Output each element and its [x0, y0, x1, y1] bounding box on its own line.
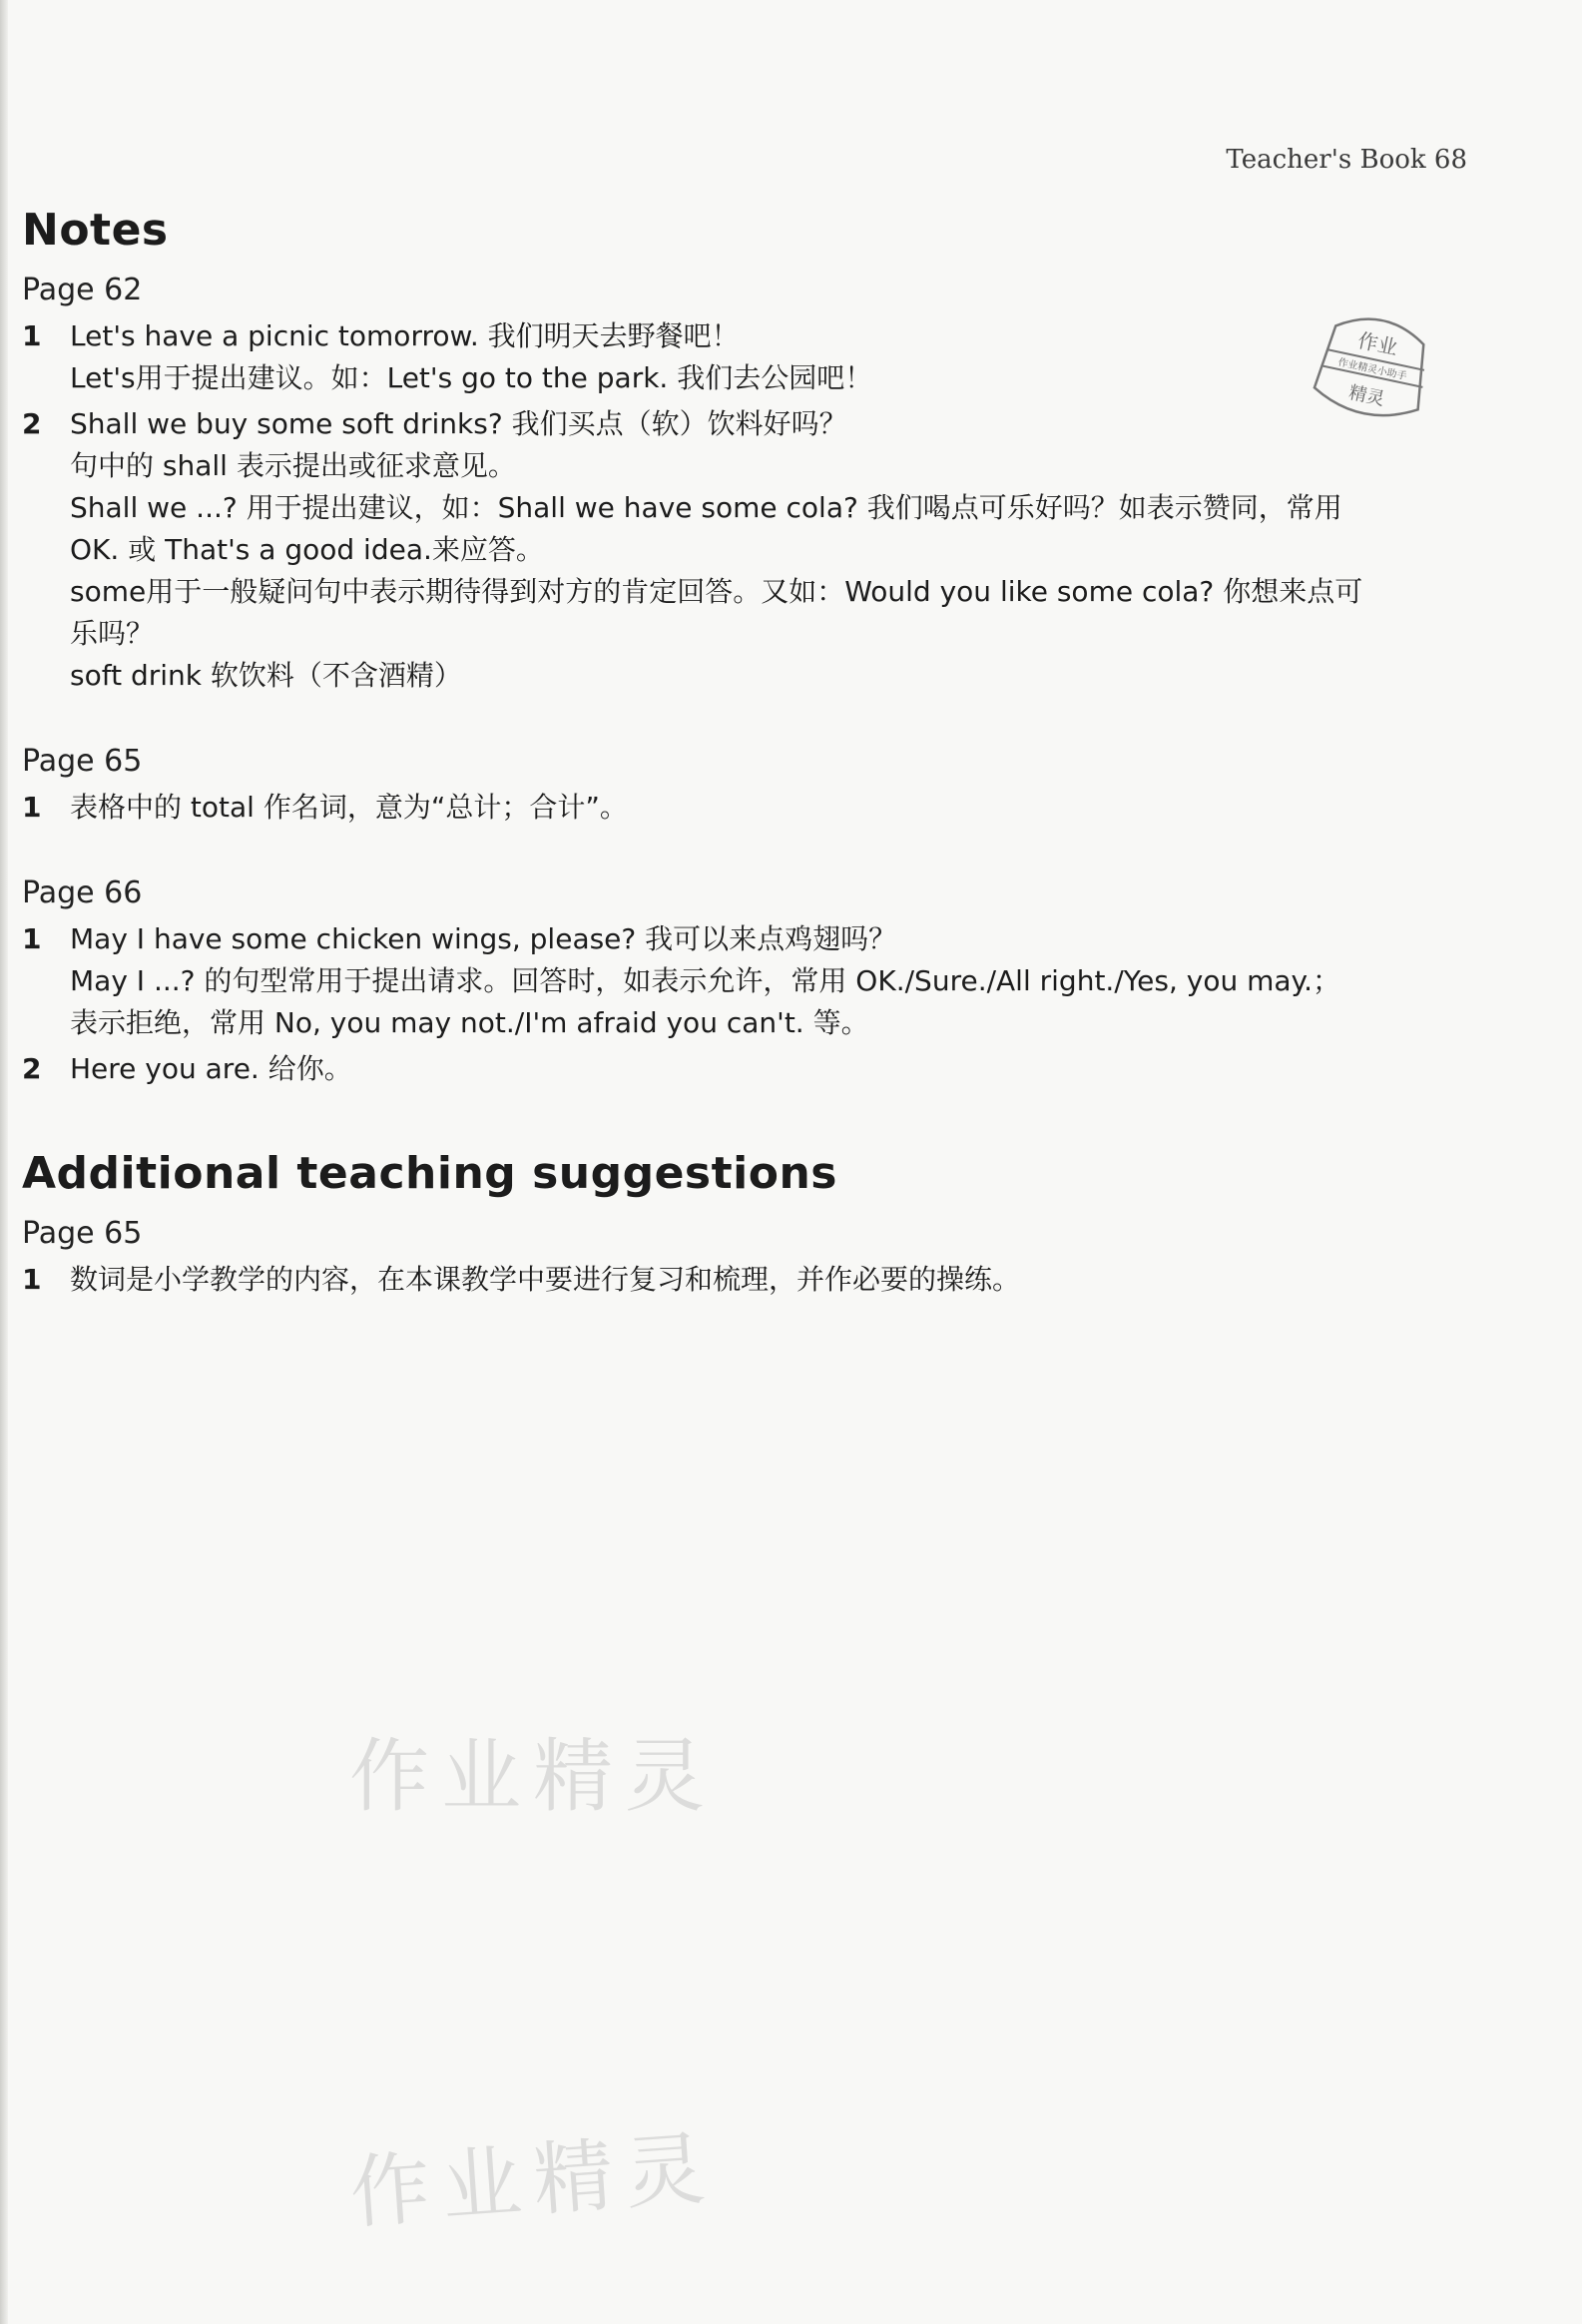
note-line: May I have some chicken wings, please? 我可以来点鸡翅吗？ [70, 921, 897, 955]
note-line: some用于一般疑问句中表示期待得到对方的肯定回答。又如：Would you like some cola? 你想来点可 [70, 574, 1363, 608]
note-item [22, 403, 1459, 697]
item-number: 2 [22, 406, 42, 440]
notes-page-65 [22, 741, 1459, 829]
note-line: Shall we ...? 用于提出建议，如：Shall we have some cola? 我们喝点可乐好吗？如表示赞同，常用 [70, 490, 1342, 524]
item-number: 1 [22, 318, 42, 352]
page-label: Page 62 [22, 272, 143, 307]
notes-page-62 [22, 270, 1459, 697]
watermark: 作业精灵 [349, 1730, 717, 1823]
notes-page-66 [22, 872, 1459, 1090]
additional-suggestions-heading: Additional teaching suggestions [22, 1147, 837, 1199]
page-label: Page 65 [22, 1215, 143, 1251]
notes-heading: Notes [22, 205, 169, 256]
svg-text:作业精灵小助手: 作业精灵小助手 [1336, 356, 1408, 383]
page-content [22, 205, 1459, 1345]
running-header: Teacher's Book 68 [1226, 145, 1467, 175]
note-item [22, 918, 1459, 1044]
note-line: 表示拒绝，常用 No, you may not./I'm afraid you can't. 等。 [70, 1005, 869, 1039]
note-line: soft drink 软饮料（不含酒精） [70, 658, 462, 692]
suggestion-item [22, 1259, 1459, 1301]
item-number: 1 [22, 921, 42, 955]
note-line: 表格中的 total 作名词，意为“总计；合计”。 [70, 790, 628, 824]
note-line: May I ...? 的句型常用于提出请求。回答时，如表示允许，常用 OK./Sure./All right./Yes, you may.； [70, 963, 1341, 997]
note-line: 句中的 shall 表示提出或征求意见。 [70, 448, 516, 482]
note-line: Here you are. 给你。 [70, 1051, 352, 1085]
note-line: OK. 或 That's a good idea.来应答。 [70, 532, 544, 566]
note-line: Let's have a picnic tomorrow. 我们明天去野餐吧！ [70, 318, 740, 352]
page-binding-edge [0, 0, 8, 2324]
svg-text:精灵: 精灵 [1346, 381, 1387, 410]
note-item [22, 315, 1459, 399]
svg-text:作业: 作业 [1355, 327, 1400, 360]
page-label: Page 66 [22, 874, 143, 910]
suggestion-line: 数词是小学教学的内容，在本课教学中要进行复习和梳理，并作必要的操练。 [70, 1262, 1021, 1296]
note-line: 乐吗？ [70, 616, 155, 650]
watermark: 作业精灵 [346, 2121, 721, 2240]
note-item [22, 1048, 1459, 1090]
item-number: 1 [22, 1262, 42, 1296]
suggestions-page-65 [22, 1213, 1459, 1301]
note-item [22, 787, 1459, 829]
note-line: Let's用于提出建议。如：Let's go to the park. 我们去公园吧！ [70, 360, 873, 394]
item-number: 2 [22, 1051, 42, 1085]
page-label: Page 65 [22, 743, 143, 779]
item-number: 1 [22, 790, 42, 824]
note-line: Shall we buy some soft drinks? 我们买点（软）饮料好吗？ [70, 406, 847, 440]
